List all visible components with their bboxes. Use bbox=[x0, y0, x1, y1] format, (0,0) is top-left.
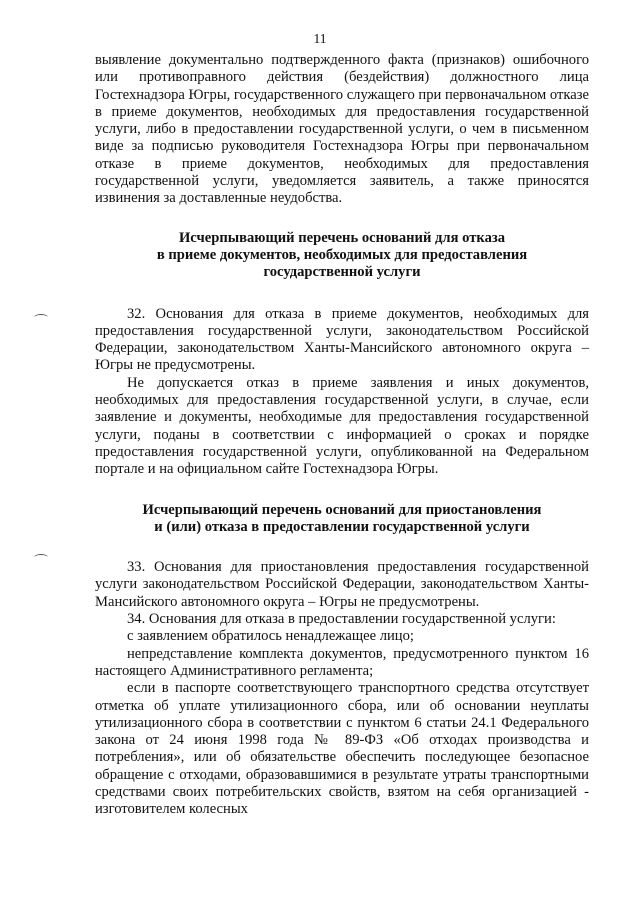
margin-mark bbox=[34, 314, 48, 321]
paragraph-34-item-b: непредставление комплекта документов, предусмотренного пунктом 16 настоящего Административного регламента; bbox=[95, 645, 589, 679]
paragraph-32-continued: Не допускается отказ в приеме заявления и иных документов, необходимых для предоставления государственной услуги, в случае, если заявление и документы, необходимые для предоставления государственной услуги, поданы в соответствии с информацией о сроках и порядке предоставления государственной услуги, опубликованной на Федеральном портале и на официальном сайте Гостехнадзора Югры. bbox=[95, 374, 589, 478]
paragraph-continuation: выявление документально подтвержденного факта (признаков) ошибочного или противоправного действия (бездействия) должностного лица Гостехнадзора Югры, государственного служащего при первоначальном отказе в приеме документов, необходимых для предоставления государственной услуги, либо в предоставлении государственной услуги, о чем в письменном виде за подписью руководителя Гостехнадзора Югры при первоначальном отказе в приеме документов, необходимых для предоставления государственной услуги, уведомляется заявитель, а также приносятся извинения за доставленные неудобства. bbox=[95, 52, 590, 207]
section-heading-refusal-acceptance: Исчерпывающий перечень оснований для отказа в приеме документов, необходимых для предоставления государственной услуги bbox=[156, 229, 528, 281]
margin-mark bbox=[34, 554, 48, 561]
paragraph-32: 32. Основания для отказа в приеме документов, необходимых для предоставления государственной услуги, законодательством Российской Федерации, законодательством Ханты-Мансийского автономного округа – Югры не предусмотрены. bbox=[95, 305, 589, 374]
paragraph-34-item-a: с заявлением обратилось ненадлежащее лицо; bbox=[127, 628, 414, 645]
paragraph-34: 34. Основания для отказа в предоставлении государственной услуги: bbox=[127, 611, 556, 628]
page-number: 11 bbox=[313, 31, 327, 46]
paragraph-34-item-c: если в паспорте соответствующего транспортного средства отсутствует отметка об уплате утилизационного сбора, или об основании неуплаты утилизационного сбора в соответствии с пунктом 6 статьи 24.1 Федерального закона от 24 июня 1998 года № 89-ФЗ «Об отходах производства и потребления», или об обязательстве обеспечить последующее безопасное обращение с отходами, образовавшимися в результате утраты транспортными средствами своих потребительских свойств, взятом на себя организацией - изготовителем колесных bbox=[95, 680, 589, 818]
section-heading-suspension-refusal: Исчерпывающий перечень оснований для приостановления и (или) отказа в предоставлении государственной услуги bbox=[142, 501, 542, 535]
document-body bbox=[95, 52, 589, 819]
paragraph-33: 33. Основания для приостановления предоставления государственной услуги законодательством Российской Федерации, законодательством Ханты-Мансийского автономного округа – Югры не предусмотрены. bbox=[95, 559, 589, 610]
